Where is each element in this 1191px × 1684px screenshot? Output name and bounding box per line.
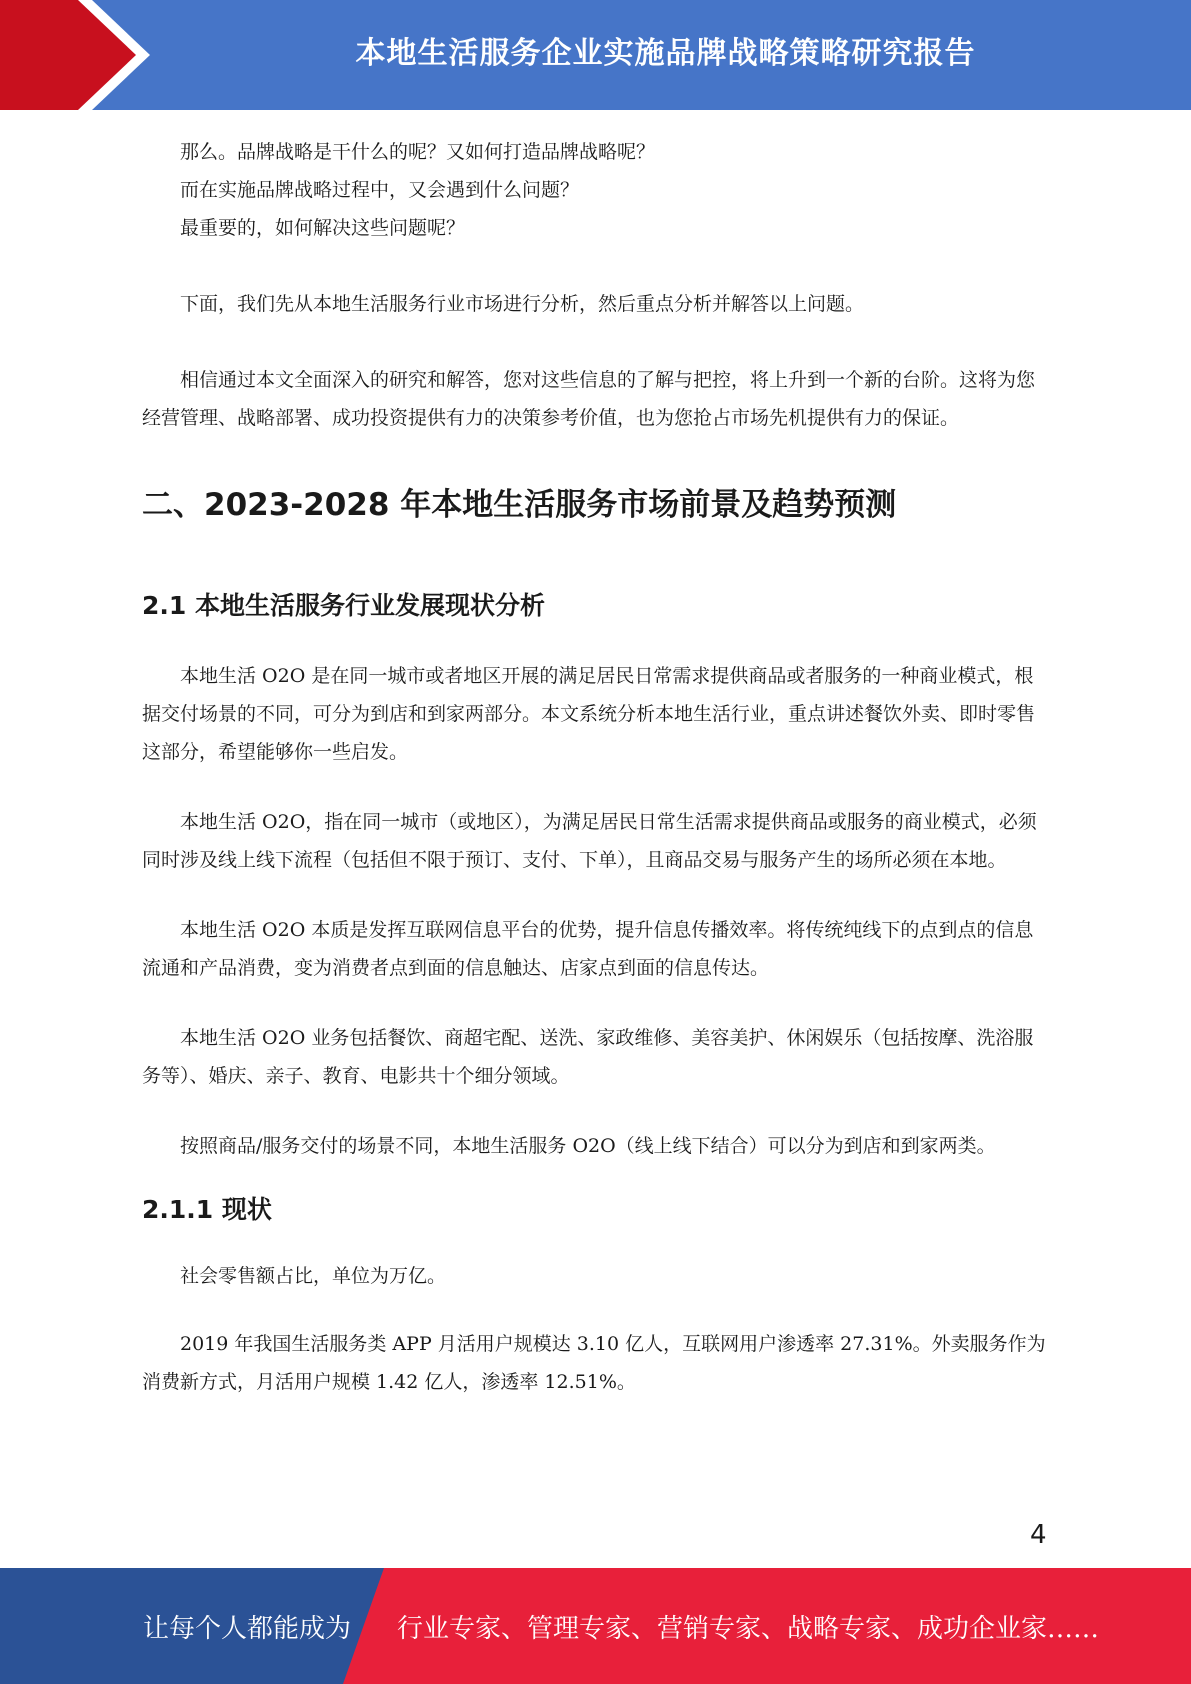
paragraph-2-1-3: 本地生活 O2O 本质是发挥互联网信息平台的优势，提升信息传播效率。将传统纯线下的点到点的信息流通和产品消费，变为消费者点到面的信息触达、店家点到面的信息传达。 — [142, 919, 1034, 979]
paragraph-2-1-4: 本地生活 O2O 业务包括餐饮、商超宅配、送洗、家政维修、美容美护、休闲娱乐（包括按摩、洗浴服务等）、婚庆、亲子、教育、电影共十个细分领域。 — [142, 1027, 1034, 1087]
intro-paragraph-2: 相信通过本文全面深入的研究和解答，您对这些信息的了解与把控，将上升到一个新的台阶。这将为您经营管理、战略部署、成功投资提供有力的决策参考价值，也为您抢占市场先机提供有力的保证。 — [142, 369, 1036, 429]
subsection-heading-2-1: 2.1 本地生活服务行业发展现状分析 — [142, 591, 545, 620]
intro-question-2: 而在实施品牌战略过程中，又会遇到什么问题？ — [180, 179, 580, 201]
page-number: 4 — [1030, 1520, 1047, 1550]
page-header — [0, 0, 1191, 110]
main-content — [142, 133, 1047, 1401]
paragraph-2-1-1: 本地生活 O2O 是在同一城市或者地区开展的满足居民日常需求提供商品或者服务的一种商业模式，根据交付场景的不同，可分为到店和到家两部分。本文系统分析本地生活行业，重点讲述餐饮外卖、即时零售这部分，希望能够你一些启发。 — [142, 665, 1036, 763]
intro-question-3: 最重要的，如何解决这些问题呢？ — [180, 217, 466, 239]
paragraph-2-1-1-1: 社会零售额占比，单位为万亿。 — [180, 1265, 447, 1287]
footer-slogan-left: 让每个人都能成为 — [143, 1614, 352, 1644]
report-title: 本地生活服务企业实施品牌战略策略研究报告 — [355, 36, 976, 71]
section-heading: 二、2023-2028 年本地生活服务市场前景及趋势预测 — [142, 487, 897, 523]
footer-slogan-right: 行业专家、管理专家、营销专家、战略专家、成功企业家…… — [397, 1614, 1100, 1644]
paragraph-2-1-1-2: 2019 年我国生活服务类 APP 月活用户规模达 3.10 亿人，互联网用户渗透率 27.31%。外卖服务作为消费新方式，月活用户规模 1.42 亿人，渗透率 12.51%。 — [142, 1333, 1046, 1393]
intro-question-1: 那么。品牌战略是干什么的呢？又如何打造品牌战略呢？ — [180, 141, 656, 163]
intro-paragraph-1: 下面，我们先从本地生活服务行业市场进行分析，然后重点分析并解答以上问题。 — [180, 293, 865, 315]
page-footer — [0, 1568, 1191, 1684]
paragraph-2-1-5: 按照商品/服务交付的场景不同，本地生活服务 O2O（线上线下结合）可以分为到店和到家两类。 — [180, 1135, 996, 1157]
subsection-heading-2-1-1: 2.1.1 现状 — [142, 1195, 272, 1224]
paragraph-2-1-2: 本地生活 O2O，指在同一城市（或地区），为满足居民日常生活需求提供商品或服务的商业模式，必须同时涉及线上线下流程（包括但不限于预订、支付、下单），且商品交易与服务产生的场所必须在本地。 — [142, 811, 1037, 871]
